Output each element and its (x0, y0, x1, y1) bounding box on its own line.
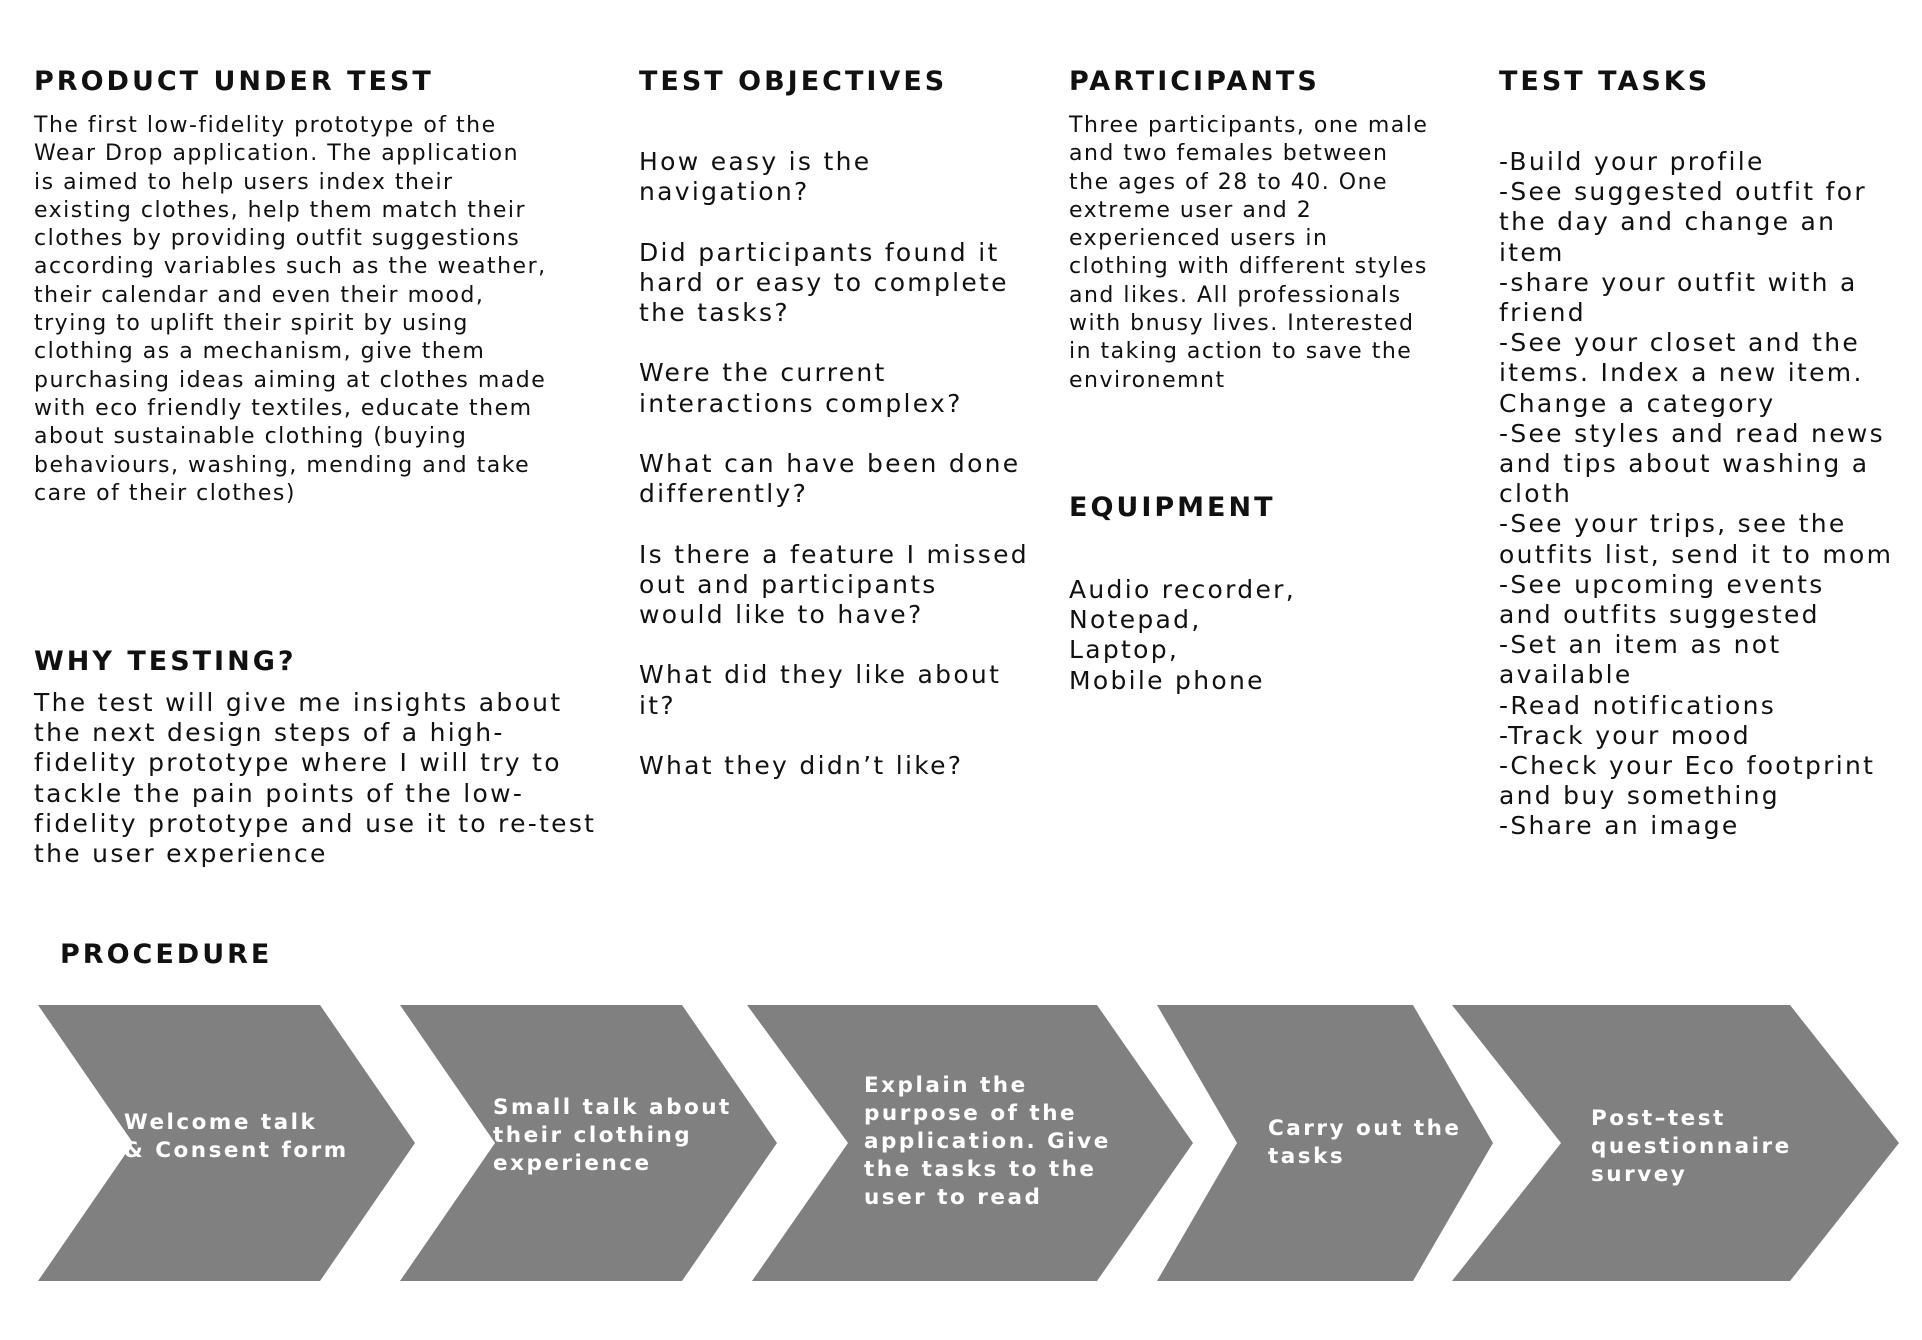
text-line: -Build your profile (1499, 147, 1765, 176)
text-line: their calendar and even their mood, (34, 282, 485, 308)
product-under-test-heading: PRODUCT UNDER TEST (34, 66, 434, 97)
text-line: items. Index a new item. (1499, 358, 1864, 388)
text-line: outfits list, send it to mom (1499, 539, 1894, 569)
text-line: Small talk about (493, 1095, 732, 1120)
text-line: available (1499, 660, 1633, 690)
procedure-step-4-label (1268, 1115, 1462, 1171)
test-objectives-heading: TEST OBJECTIVES (639, 66, 948, 97)
text-line: navigation? (639, 177, 810, 207)
text-line: How easy is the (639, 147, 872, 176)
text-line: Welcome talk (124, 1110, 318, 1135)
text-line: item (1499, 237, 1565, 267)
text-line: and likes. All professionals (1069, 282, 1402, 308)
text-line: would like to have? (639, 600, 924, 630)
text-line: purchasing ideas aiming at clothes made (34, 367, 547, 393)
text-line: Explain the (864, 1073, 1028, 1098)
text-line: Mobile phone (1069, 665, 1265, 695)
text-line: -See your closet and the (1499, 328, 1861, 358)
text-line: according variables such as the weather, (34, 254, 547, 280)
text-line: What they didn’t like? (639, 751, 964, 781)
text-line: trying to uplift their spirit by using (34, 311, 469, 337)
text-line: the tasks to the (864, 1157, 1097, 1182)
text-line: the tasks? (639, 298, 790, 328)
procedure-step-1-label (124, 1109, 349, 1165)
text-line: fidelity prototype where I will try to (34, 748, 562, 778)
text-line: cloth (1499, 479, 1573, 509)
text-line: environemnt (1069, 367, 1226, 393)
text-line: -Set an item as not (1499, 630, 1782, 660)
procedure-step-2-label (493, 1094, 732, 1178)
procedure-heading: PROCEDURE (60, 939, 273, 970)
text-line: user to read (864, 1185, 1043, 1210)
text-line: experience (493, 1151, 652, 1176)
text-line: the user experience (34, 839, 328, 869)
text-line: Three participants, one male (1069, 113, 1429, 138)
text-line: Wear Drop application. The application (34, 141, 520, 167)
text-line: Is there a feature I missed (639, 539, 1029, 569)
text-line: extreme user and 2 (1069, 197, 1313, 223)
text-line: and tips about washing a (1499, 449, 1870, 479)
text-line: hard or easy to complete (639, 267, 1009, 297)
text-line: -See styles and read news (1499, 418, 1885, 448)
text-line: clothing with different styles (1069, 254, 1428, 280)
text-line: What did they like about (639, 660, 1002, 690)
text-line: with eco friendly textiles, educate them (34, 395, 533, 421)
text-line: Did participants found it (639, 237, 1000, 267)
text-line: clothes by providing outfit suggestions (34, 226, 521, 252)
text-line: friend (1499, 298, 1586, 328)
text-line: existing clothes, help them match their (34, 197, 527, 223)
text-line: with bnusy lives. Interested (1069, 311, 1415, 337)
text-line: and buy something (1499, 781, 1780, 811)
text-line: -Share an image (1499, 811, 1740, 841)
text-line: the day and change an (1499, 207, 1837, 237)
text-line: fidelity prototype and use it to re-test (34, 808, 597, 838)
text-line: purpose of the (864, 1101, 1078, 1126)
text-line: tasks (1268, 1144, 1346, 1169)
text-line: -Read notifications (1499, 690, 1777, 720)
text-line: Carry out the (1268, 1116, 1462, 1141)
text-line: Laptop, (1069, 635, 1180, 665)
text-line: Change a category (1499, 388, 1776, 418)
text-line: Post–test (1591, 1106, 1726, 1131)
why-testing-heading: WHY TESTING? (34, 646, 297, 677)
text-line: and outfits suggested (1499, 600, 1820, 630)
text-line: it? (639, 690, 676, 720)
text-line: The first low-fidelity prototype of the (34, 113, 497, 138)
text-line: -share your outfit with a (1499, 267, 1858, 297)
text-line: & Consent form (124, 1138, 349, 1163)
text-line: Audio recorder, (1069, 575, 1296, 604)
test-tasks-heading: TEST TASKS (1499, 66, 1711, 97)
participants-heading: PARTICIPANTS (1069, 66, 1320, 97)
text-line: and two females between (1069, 141, 1389, 167)
text-line: -See upcoming events (1499, 569, 1825, 599)
text-line: survey (1591, 1162, 1688, 1187)
text-line: questionnaire (1591, 1134, 1792, 1159)
text-line: clothing as a mechanism, give them (34, 339, 486, 365)
text-line: experienced users in (1069, 226, 1329, 252)
text-line: their clothing (493, 1123, 693, 1148)
text-line: -See your trips, see the (1499, 509, 1847, 539)
text-line: The test will give me insights about (34, 688, 563, 717)
text-line: behaviours, washing, mending and take (34, 452, 531, 478)
text-line: -Track your mood (1499, 720, 1751, 750)
text-line: out and participants (639, 569, 938, 599)
text-line: the next design steps of a high- (34, 718, 505, 748)
text-line: about sustainable clothing (buying (34, 424, 468, 450)
text-line: What can have been done (639, 449, 1021, 479)
text-line: -See suggested outfit for (1499, 177, 1867, 207)
text-line: -Check your Eco footprint (1499, 751, 1876, 781)
text-line: Were the current (639, 358, 887, 388)
text-line: in taking action to save the (1069, 339, 1413, 365)
procedure-step-5-label (1591, 1105, 1792, 1189)
text-line: Notepad, (1069, 605, 1202, 635)
text-line: tackle the pain points of the low- (34, 778, 525, 808)
text-line: the ages of 28 to 40. One (1069, 169, 1389, 195)
text-line: differently? (639, 479, 809, 509)
procedure-step-3-label (864, 1072, 1111, 1212)
text-line: is aimed to help users index their (34, 169, 454, 195)
text-line: care of their clothes) (34, 480, 296, 506)
text-line: application. Give (864, 1129, 1111, 1154)
text-line: interactions complex? (639, 388, 963, 418)
equipment-heading: EQUIPMENT (1069, 492, 1276, 523)
